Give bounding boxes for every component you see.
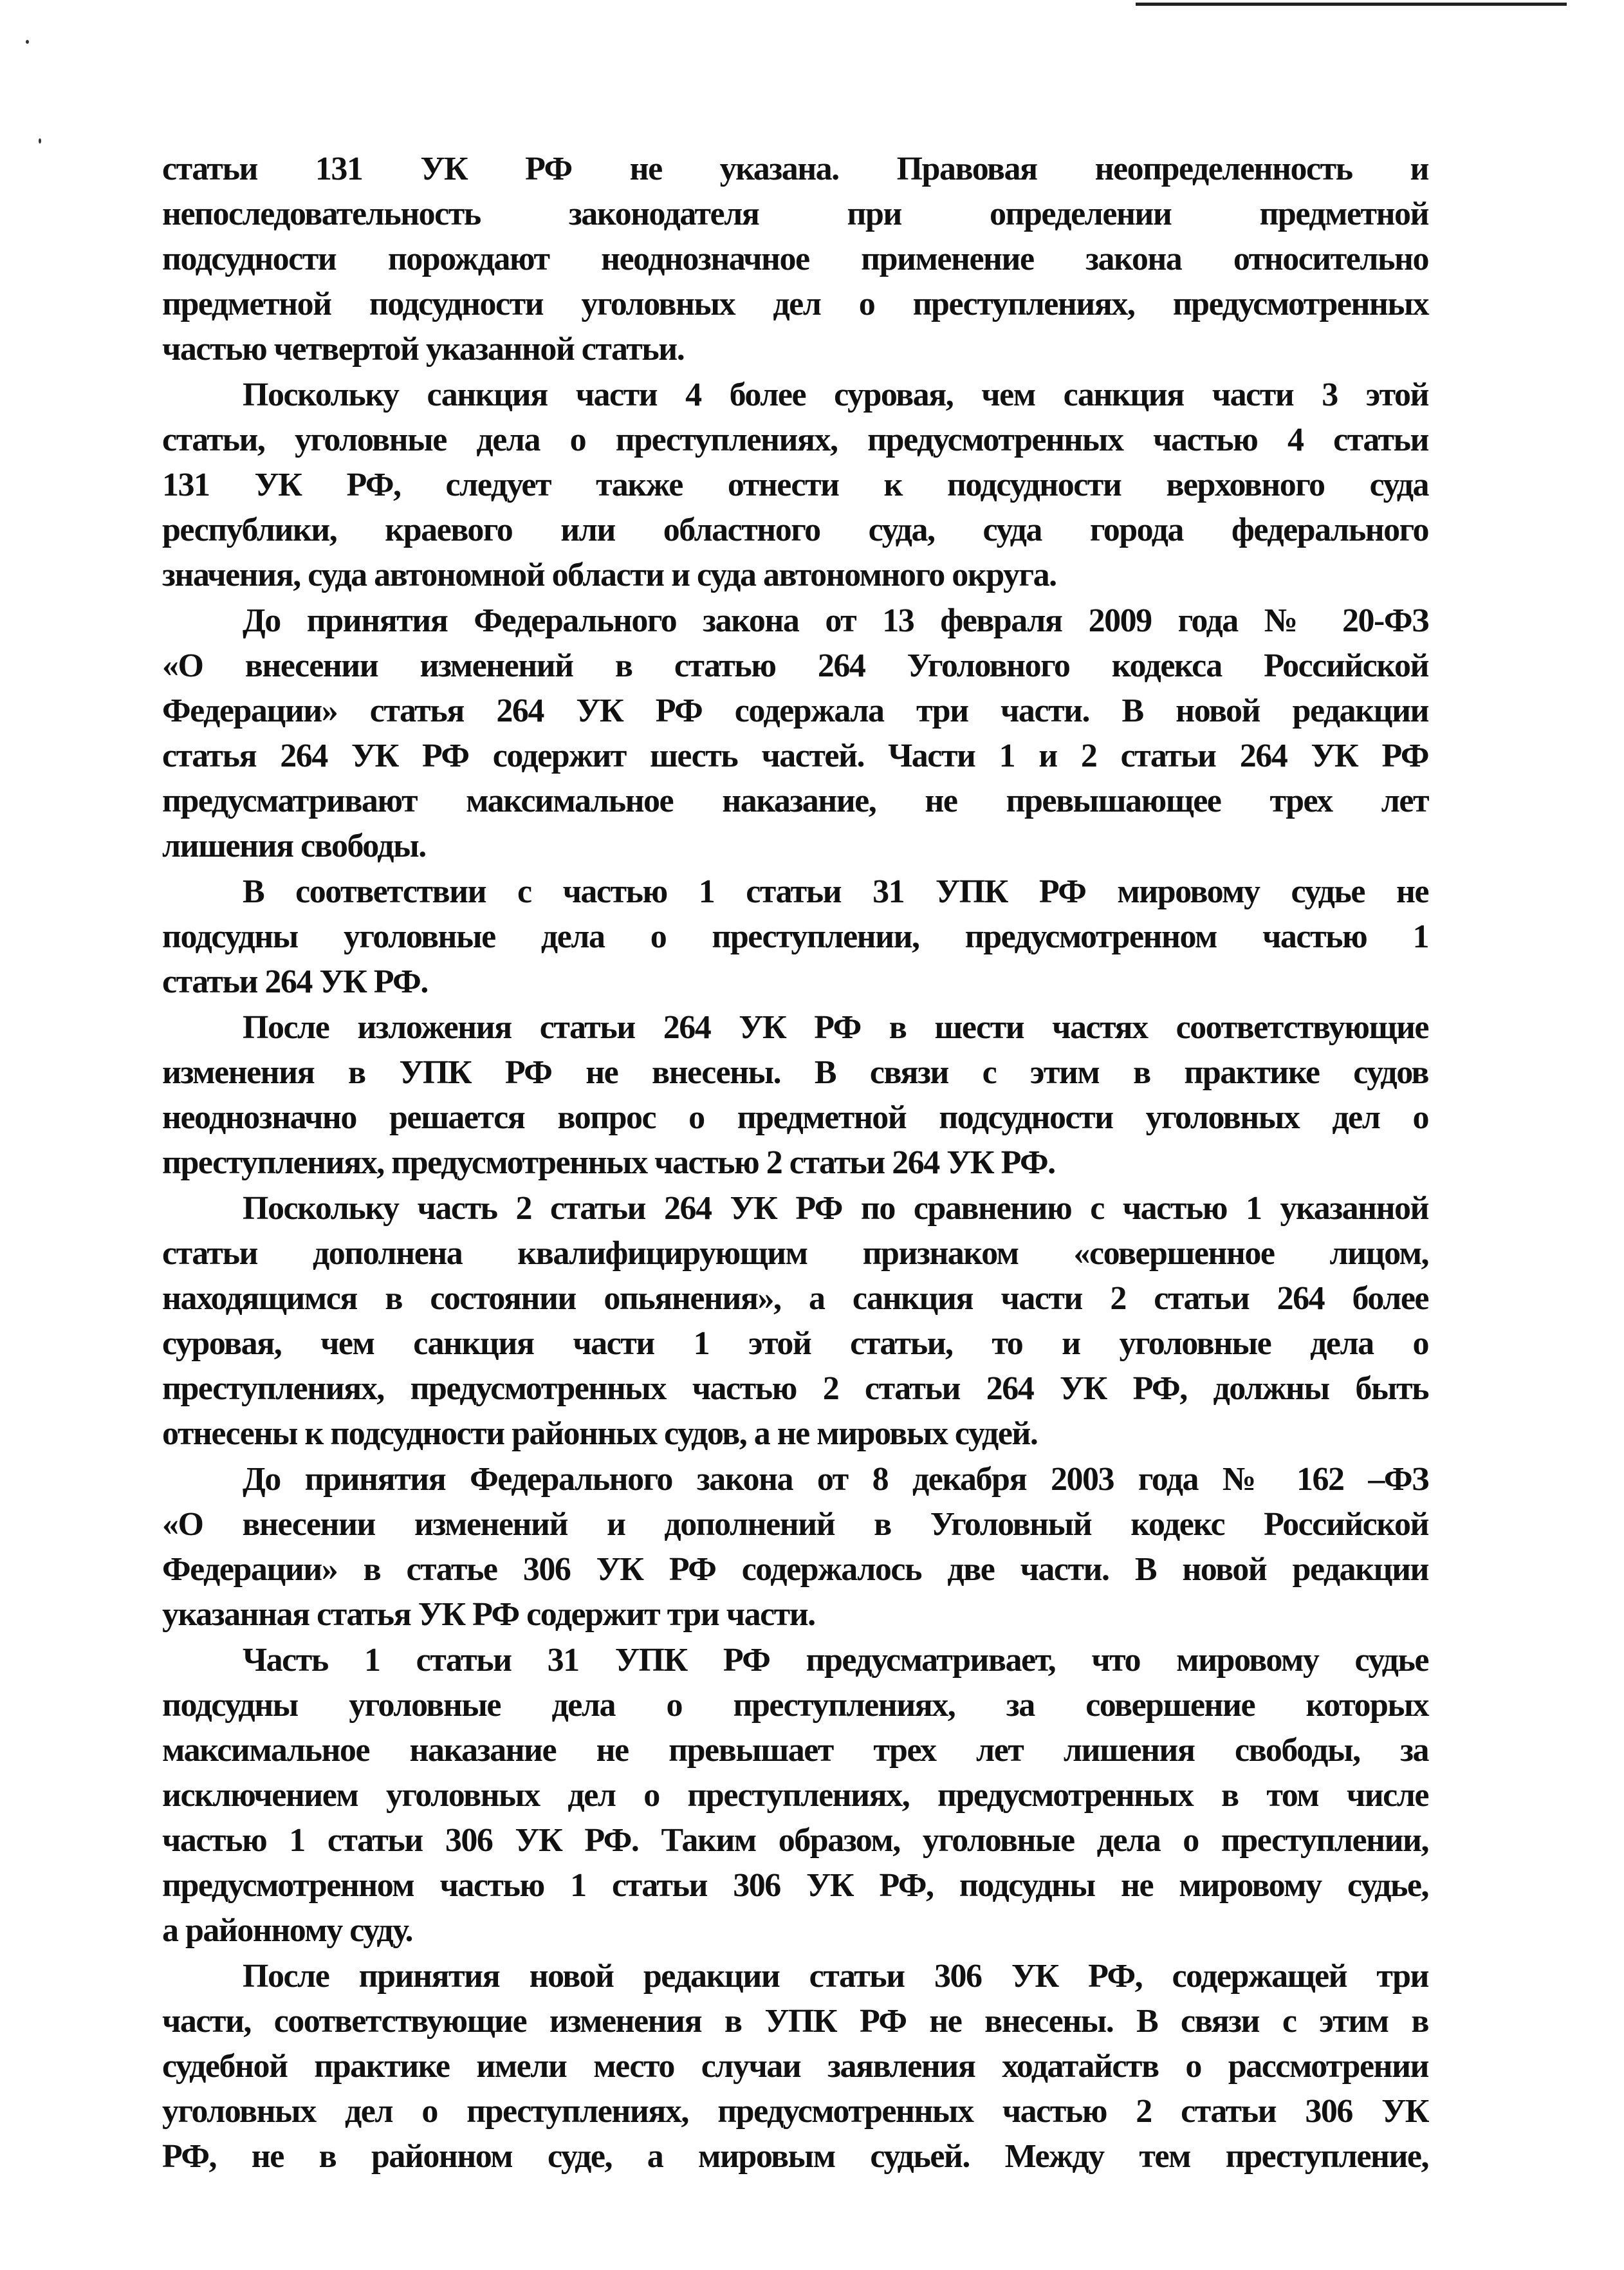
- paragraph: [162, 1005, 1428, 1186]
- text-line: находящимся в состоянии опьянения», а санкция части 2 статьи 264 более: [162, 1280, 1428, 1317]
- text-line: республики, краевого или областного суда, суда города федерального: [162, 512, 1428, 548]
- text-line: подсудны уголовные дела о преступлении, предусмотренном частью 1: [162, 918, 1428, 955]
- text-line: «О внесении изменений в статью 264 Уголовного кодекса Российской: [162, 647, 1428, 684]
- text-line: преступлениях, предусмотренных частью 2 статьи 264 УК РФ.: [162, 1144, 1055, 1181]
- text-line: уголовных дел о преступлениях, предусмотренных частью 2 статьи 306 УК: [162, 2093, 1428, 2130]
- text-line: частью четвертой указанной статьи.: [162, 331, 685, 367]
- text-line: статья 264 УК РФ содержит шесть частей. Части 1 и 2 статьи 264 УК РФ: [162, 738, 1428, 774]
- text-line: статьи, уголовные дела о преступлениях, предусмотренных частью 4 статьи: [162, 422, 1428, 458]
- text-line: До принятия Федерального закона от 13 февраля 2009 года № 20-ФЗ: [243, 602, 1428, 639]
- text-line: статьи 131 УК РФ не указана. Правовая неопределенность и: [162, 151, 1428, 187]
- text-line: частью 1 статьи 306 УК РФ. Таким образом, уголовные дела о преступлении,: [162, 1822, 1428, 1859]
- text-line: подсудны уголовные дела о преступлениях, за совершение которых: [162, 1687, 1428, 1724]
- text-line: предусматривают максимальное наказание, не превышающее трех лет: [162, 783, 1428, 819]
- text-line: отнесены к подсудности районных судов, а не мировых судей.: [162, 1415, 1038, 1452]
- text-line: судебной практике имели место случаи заявления ходатайств о рассмотрении: [162, 2048, 1428, 2085]
- document-body: [162, 147, 1428, 2180]
- paragraph: [162, 1457, 1428, 1637]
- text-line: Часть 1 статьи 31 УПК РФ предусматривает, что мировому судье: [243, 1642, 1428, 1679]
- text-line: статьи дополнена квалифицирующим признаком «совершенное лицом,: [162, 1235, 1428, 1272]
- paragraph: [162, 373, 1428, 598]
- paragraph: [162, 147, 1428, 372]
- text-line: суровая, чем санкция части 1 этой статьи, то и уголовные дела о: [162, 1325, 1428, 1362]
- text-line: В соответствии с частью 1 статьи 31 УПК РФ мировому судье не: [243, 873, 1428, 910]
- text-line: РФ, не в районном суде, а мировым судьей. Между тем преступление,: [162, 2138, 1428, 2175]
- text-line: части, соответствующие изменения в УПК РФ не внесены. В связи с этим в: [162, 2003, 1428, 2040]
- paragraph: [162, 870, 1428, 1005]
- text-line: 131 УК РФ, следует также отнести к подсудности верховного суда: [162, 467, 1428, 503]
- text-line: статьи 264 УК РФ.: [162, 963, 428, 1000]
- text-line: предметной подсудности уголовных дел о преступлениях, предусмотренных: [162, 286, 1428, 322]
- text-line: максимальное наказание не превышает трех лет лишения свободы, за: [162, 1732, 1428, 1769]
- text-line: лишения свободы.: [162, 828, 426, 864]
- scan-edge-line: [1136, 3, 1567, 6]
- text-line: Федерации» в статье 306 УК РФ содержалось две части. В новой редакции: [162, 1551, 1428, 1588]
- text-line: Федерации» статья 264 УК РФ содержала три части. В новой редакции: [162, 693, 1428, 729]
- text-line: преступлениях, предусмотренных частью 2 статьи 264 УК РФ, должны быть: [162, 1370, 1428, 1407]
- text-line: После принятия новой редакции статьи 306 УК РФ, содержащей три: [243, 1958, 1428, 1995]
- scan-speck: [39, 138, 41, 144]
- text-line: а районному суду.: [162, 1912, 412, 1949]
- text-line: После изложения статьи 264 УК РФ в шести частях соответствующие: [243, 1009, 1428, 1046]
- paragraph: [162, 599, 1428, 869]
- paragraph: [162, 1638, 1428, 1953]
- text-line: Поскольку санкция части 4 более суровая, чем санкция части 3 этой: [243, 377, 1428, 413]
- text-line: непоследовательность законодателя при определении предметной: [162, 196, 1428, 232]
- text-line: «О внесении изменений и дополнений в Уголовный кодекс Российской: [162, 1506, 1428, 1543]
- text-line: исключением уголовных дел о преступлениях, предусмотренных в том числе: [162, 1777, 1428, 1814]
- text-line: значения, суда автономной области и суда автономного округа.: [162, 557, 1057, 593]
- paragraph: [162, 1954, 1428, 2179]
- text-line: подсудности порождают неоднозначное применение закона относительно: [162, 241, 1428, 277]
- text-line: До принятия Федерального закона от 8 декабря 2003 года № 162 –ФЗ: [243, 1461, 1428, 1498]
- text-line: предусмотренном частью 1 статьи 306 УК РФ, подсудны не мировому судье,: [162, 1867, 1428, 1904]
- paragraph: [162, 1186, 1428, 1456]
- text-line: Поскольку часть 2 статьи 264 УК РФ по сравнению с частью 1 указанной: [243, 1190, 1428, 1227]
- scan-speck: [26, 40, 29, 44]
- text-line: неоднозначно решается вопрос о предметной подсудности уголовных дел о: [162, 1099, 1428, 1136]
- text-line: указанная статья УК РФ содержит три части.: [162, 1596, 815, 1633]
- text-line: изменения в УПК РФ не внесены. В связи с этим в практике судов: [162, 1054, 1428, 1091]
